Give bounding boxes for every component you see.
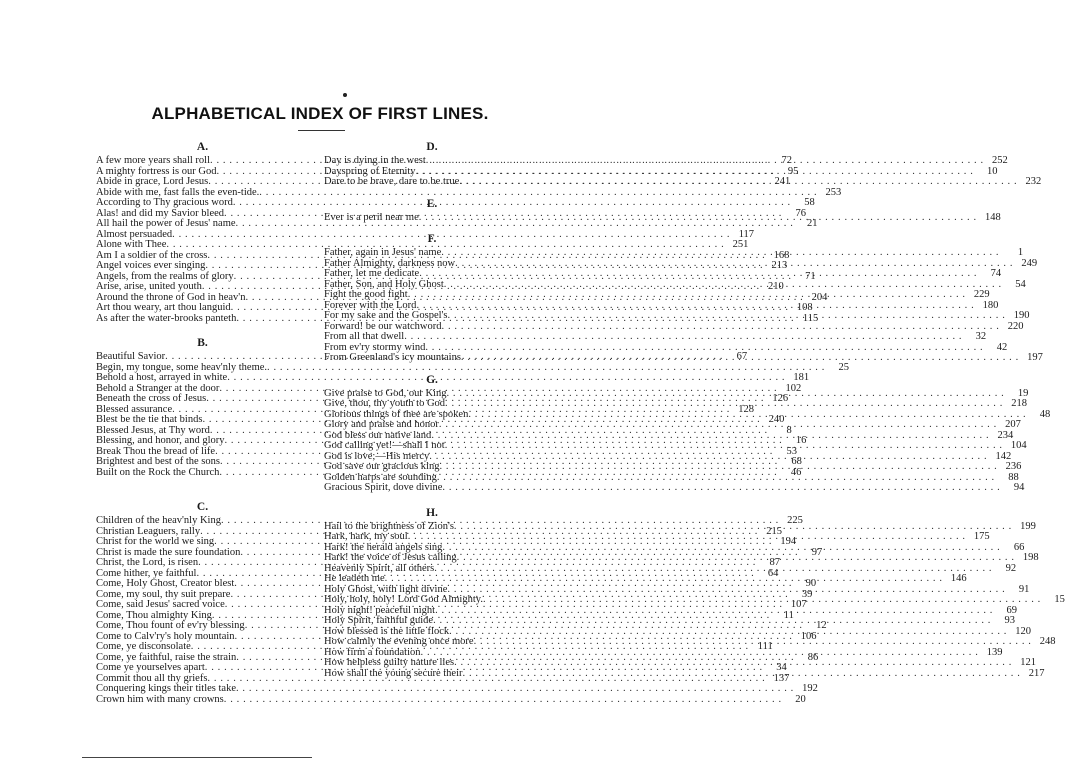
dot-leader — [442, 483, 1000, 494]
hymn-number: 128 — [738, 403, 755, 415]
first-line-text: Glorious things of thee are spoken — [324, 408, 469, 420]
first-line-text: Come to Calv'ry's holy mountain — [96, 630, 235, 642]
hymn-number: 90 — [805, 578, 817, 589]
hymn-number: 86 — [807, 651, 819, 663]
hymn-number: 87 — [769, 557, 781, 568]
hymn-number: 213 — [771, 260, 788, 271]
first-line-text: Christ, the Lord, is risen — [96, 557, 199, 568]
first-line-text: Forward! be our watchword — [324, 320, 442, 332]
first-line-text: Golden harps are sounding — [324, 471, 437, 483]
hymn-number: 104 — [1010, 440, 1027, 451]
hymn-number: 215 — [766, 525, 783, 537]
first-line-text: How shall the young secure their — [324, 667, 463, 679]
hymn-number: 72 — [781, 155, 792, 166]
hymn-number: 76 — [795, 207, 806, 219]
hymn-number: 252 — [991, 155, 1008, 166]
hymn-number: 20 — [795, 693, 806, 705]
hymn-number: 241 — [774, 176, 791, 187]
first-line-text: Beneath the cross of Jesus — [96, 393, 207, 404]
dot-leader — [419, 213, 977, 224]
section-heading-c: C. — [196, 501, 209, 513]
hymn-number: 46 — [790, 466, 802, 478]
first-line-text: Give praise to God, our King — [324, 387, 447, 399]
first-line-text: Come ye yourselves apart — [96, 662, 205, 673]
hymn-number: 197 — [1027, 352, 1043, 363]
first-line-text: Come hither, ye faithful — [96, 567, 197, 579]
hymn-number: 34 — [776, 662, 787, 673]
hymn-number: 207 — [1005, 419, 1021, 430]
section-heading-d: D. — [426, 141, 438, 153]
hymn-number: 175 — [973, 531, 990, 542]
first-line-text: Come, my soul, thy suit prepare — [96, 588, 231, 600]
dot-leader — [457, 553, 1015, 564]
hymn-number: 115 — [802, 312, 819, 324]
first-line-text: Built on the Rock the Church — [96, 466, 220, 478]
first-line-text: How blessed is the little flock — [324, 625, 450, 637]
hymn-number: 25 — [838, 361, 849, 373]
hymn-number: 107 — [790, 599, 807, 610]
first-line-text: Children of the heav'nly King — [96, 515, 221, 526]
dot-leader — [454, 658, 1012, 669]
hymn-number: 1 — [1017, 247, 1024, 258]
first-line-text: Dayspring of Eternity — [324, 165, 416, 177]
hymn-number: 248 — [1039, 636, 1056, 647]
hymn-number: 249 — [1021, 257, 1038, 269]
first-line-text: Crown him with many crowns — [96, 693, 224, 705]
first-line-text: Come, ye disconsolate — [96, 641, 191, 652]
dot-leader — [419, 269, 977, 280]
hymn-number: 95 — [787, 165, 799, 177]
first-line-text: Alone with Thee — [96, 239, 167, 250]
first-line-text: Come, ye faithful, raise the strain — [96, 651, 237, 663]
hymn-number: 139 — [986, 646, 1003, 658]
hymn-number: 74 — [990, 268, 1002, 279]
hymn-number: 220 — [1007, 320, 1024, 332]
hymn-number: 11 — [783, 609, 794, 621]
first-line-text: Almost persuaded — [96, 228, 173, 240]
hymn-number: 39 — [801, 588, 813, 600]
first-line-text: He leadeth me — [324, 573, 385, 584]
first-line-text: Glory and praise and honor — [324, 419, 439, 430]
hymn-number: 168 — [773, 249, 790, 261]
hymn-number: 251 — [732, 239, 749, 250]
hymn-number: 64 — [767, 567, 779, 579]
first-line-text: Forever with the Lord — [324, 299, 417, 311]
hymn-number: 210 — [768, 281, 784, 292]
first-line-text: Come, said Jesus' sacred voice — [96, 599, 225, 610]
first-line-text: Brightest and best of the sons — [96, 456, 220, 467]
hymn-number: 120 — [1015, 625, 1032, 637]
hymn-number: 180 — [982, 299, 999, 311]
hymn-number: 69 — [1006, 604, 1018, 616]
first-line-text: Dare to be brave, dare to be true — [324, 176, 460, 187]
first-line-text: Blessed assurance — [96, 403, 173, 415]
index-entry — [96, 197, 815, 209]
hymn-number: 229 — [973, 289, 990, 300]
hymn-number: 8 — [786, 424, 792, 436]
hymn-number: 190 — [1013, 310, 1030, 321]
dot-leader — [483, 595, 1041, 606]
hymn-number: 217 — [1028, 667, 1045, 679]
first-line-text: Holy, holy, holy! Lord God Almighty. — [324, 594, 483, 605]
hymn-number: 111 — [757, 641, 773, 652]
first-line-text: Father Almighty, darkness now — [324, 257, 456, 269]
hymn-number: 192 — [802, 683, 818, 694]
index-entry — [96, 218, 818, 230]
first-line-text: Behold a host, arrayed in white — [96, 372, 228, 383]
hymn-number: 236 — [1005, 461, 1022, 472]
hymn-number: 53 — [786, 445, 797, 457]
hymn-number: 10 — [987, 165, 998, 177]
first-line-text: For my sake and the Gospel's — [324, 310, 448, 321]
hymn-number: 146 — [950, 573, 967, 584]
index-entry — [96, 683, 818, 695]
dot-leader — [224, 695, 782, 706]
hymn-number: 181 — [793, 372, 810, 383]
hymn-number: 66 — [1013, 541, 1025, 553]
first-line-text: God save our gracious king — [324, 461, 440, 472]
first-line-text: Father, let me dedicate — [324, 268, 420, 279]
first-line-text: Blessed Jesus, at Thy word — [96, 424, 210, 436]
hymn-number: 32 — [975, 331, 987, 342]
first-line-text: Heavenly Spirit, all others — [324, 562, 435, 574]
dot-leader — [408, 532, 966, 543]
first-line-text: Day is dying in the west — [324, 155, 426, 166]
first-line-text: Father, Son, and Holy Ghost — [324, 278, 444, 290]
first-line-text: Beautiful Savior — [96, 351, 166, 362]
hymn-number: 117 — [738, 228, 755, 240]
hymn-number: 16 — [795, 435, 807, 446]
first-line-text: Break Thou the bread of life — [96, 445, 216, 457]
first-line-text: Hark, hark, my soul — [324, 531, 408, 542]
first-line-text: Begin, my tongue, some heav'nly theme. — [96, 361, 268, 373]
hymn-number: 240 — [768, 414, 785, 425]
hymn-number: 15 — [1054, 594, 1065, 605]
hymn-number: 54 — [1015, 278, 1026, 290]
first-line-text: Christian Leaguers, rally — [96, 525, 201, 537]
footer-rule — [82, 757, 312, 758]
first-line-text: From ev'ry stormy wind — [324, 341, 426, 353]
first-line-text: A mighty fortress is our God — [96, 165, 217, 177]
hymn-number: 106 — [800, 630, 817, 642]
hymn-number: 94 — [1013, 482, 1025, 493]
hymn-number: 121 — [1020, 657, 1036, 668]
first-line-text: Angel voices ever singing — [96, 260, 206, 271]
hymn-number: 48 — [1039, 408, 1051, 420]
dot-leader — [408, 290, 966, 301]
first-line-text: Come, Holy Ghost, Creator blest — [96, 578, 235, 589]
first-line-text: Arise, arise, united youth — [96, 281, 202, 292]
first-line-text: Alas! and did my Savior bleed — [96, 207, 225, 219]
page-title: ALPHABETICAL INDEX OF FIRST LINES. — [151, 104, 489, 123]
first-line-text: How helpless guilty nature lies — [324, 657, 455, 668]
hymn-number: 253 — [825, 186, 842, 198]
hymn-number: 225 — [787, 515, 803, 526]
first-line-text: How firm a foundation — [324, 646, 421, 658]
first-line-text: Come, Thou fount of ev'ry blessing — [96, 620, 245, 631]
first-line-text: From Greenland's icy mountains — [324, 352, 461, 363]
hymn-number: 67 — [736, 351, 748, 362]
first-line-text: Ever is a peril near me — [324, 211, 419, 223]
first-line-text: Holy Spirit, faithful guide — [324, 615, 434, 626]
first-line-text: Hark! the herald angels sing — [324, 541, 443, 553]
hymn-number: 194 — [780, 536, 797, 547]
hymn-number: 232 — [1025, 176, 1042, 187]
first-line-text: Father, again in Jesus' name — [324, 247, 442, 258]
hymn-number: 42 — [996, 341, 1008, 353]
first-line-text: According to Thy gracious word — [96, 197, 233, 208]
dot-leader — [441, 248, 999, 259]
dot-leader — [236, 684, 794, 695]
dot-leader — [404, 332, 962, 343]
first-line-text: Conquering kings their titles take — [96, 683, 236, 694]
hymn-number: 218 — [1011, 398, 1027, 409]
first-line-text: God calling yet!—shall I not — [324, 440, 445, 451]
first-line-text: Blessing, and honor, and glory — [96, 435, 225, 446]
hymn-number: 88 — [1008, 471, 1019, 483]
first-line-text: Fight the good fight — [324, 289, 408, 300]
first-line-text: Christ is made the sure foundation — [96, 546, 241, 558]
dot-leader — [445, 399, 1003, 410]
first-line-text: Hark! the voice of Jesus calling — [324, 552, 457, 563]
dot-leader — [459, 177, 1017, 188]
index-entry — [324, 331, 987, 343]
section-heading-e: E. — [426, 197, 438, 210]
hymn-number: 234 — [997, 429, 1014, 441]
hymn-number: 12 — [816, 620, 827, 631]
first-line-text: A few more years shall roll — [96, 155, 211, 166]
first-line-text: Abide with me, fast falls the even-tide. — [96, 186, 260, 198]
first-line-text: God bless our native land — [324, 429, 432, 441]
section-heading-b: B. — [197, 337, 208, 349]
dot-leader — [426, 156, 984, 167]
section-heading-h: H. — [426, 506, 438, 519]
first-line-text: Around the throne of God in heav'n — [96, 291, 246, 303]
hymn-number: 71 — [805, 270, 816, 282]
hymn-number: 58 — [804, 197, 815, 208]
first-line-text: Holy night! peaceful night — [324, 604, 436, 616]
hymn-number: 21 — [806, 218, 818, 229]
first-line-text: Angels, from the realms of glory — [96, 270, 234, 282]
first-line-text: Commit thou all thy griefs — [96, 672, 208, 684]
dot-leader — [445, 441, 1003, 452]
hymn-number: 92 — [1005, 562, 1017, 574]
dot-leader — [474, 637, 1032, 648]
hymn-number: 137 — [773, 672, 790, 684]
index-entry — [96, 693, 806, 706]
hymn-number: 68 — [791, 456, 802, 467]
hymn-number: 93 — [1004, 615, 1016, 626]
first-line-text: Gracious Spirit, dove divine — [324, 482, 443, 493]
title-rule — [298, 130, 345, 131]
hymn-number: 102 — [785, 382, 802, 394]
first-line-text: Come, Thou almighty King — [96, 609, 212, 621]
section-heading-g: G. — [426, 373, 438, 386]
first-line-text: Holy Ghost, with light divine — [324, 583, 448, 595]
hymn-number: 142 — [995, 450, 1012, 462]
first-line-text: Art thou weary, art thou languid — [96, 302, 231, 313]
first-line-text: From all that dwell — [324, 331, 405, 342]
index-entry — [324, 482, 1025, 494]
section-heading-f: F. — [427, 233, 437, 245]
hymn-number: 19 — [1017, 387, 1029, 399]
dot-leader — [439, 462, 997, 473]
first-line-text: Abide in grace, Lord Jesus — [96, 176, 209, 187]
hymn-number: 91 — [1018, 583, 1030, 595]
dot-leader — [463, 669, 1021, 680]
ornament-dot — [343, 93, 347, 97]
dot-leader — [461, 353, 1019, 364]
first-line-text: God is love;—His mercy — [324, 450, 430, 462]
hymn-number: 199 — [1020, 520, 1036, 532]
hymn-number: 148 — [984, 211, 1001, 223]
first-line-text: Am I a soldier of the cross — [96, 249, 208, 261]
hymn-number: 204 — [811, 291, 828, 303]
index-entry — [96, 239, 749, 251]
hymn-number: 126 — [772, 393, 789, 404]
dot-leader — [433, 616, 991, 627]
dot-leader — [439, 420, 997, 431]
dot-leader — [448, 311, 1006, 322]
index-entry — [96, 372, 810, 384]
first-line-text: Christ for the world we sing — [96, 536, 215, 547]
first-line-text: Hail to the brightness of Zion's — [324, 520, 454, 532]
first-line-text: How calmly the evening once more — [324, 636, 474, 647]
first-line-text: Give, thou, thy youth to God — [324, 398, 446, 409]
section-heading-a: A. — [196, 141, 209, 153]
hymn-number: 97 — [811, 546, 823, 558]
dot-leader — [385, 574, 943, 585]
first-line-text: Blest be the tie that binds — [96, 414, 203, 425]
hymn-number: 198 — [1022, 552, 1039, 563]
first-line-text: Behold a Stranger at the door — [96, 382, 220, 394]
hymn-number: 108 — [796, 302, 813, 313]
first-line-text: As after the water-brooks panteth — [96, 312, 237, 324]
first-line-text: All hail the power of Jesus' name — [96, 218, 236, 229]
